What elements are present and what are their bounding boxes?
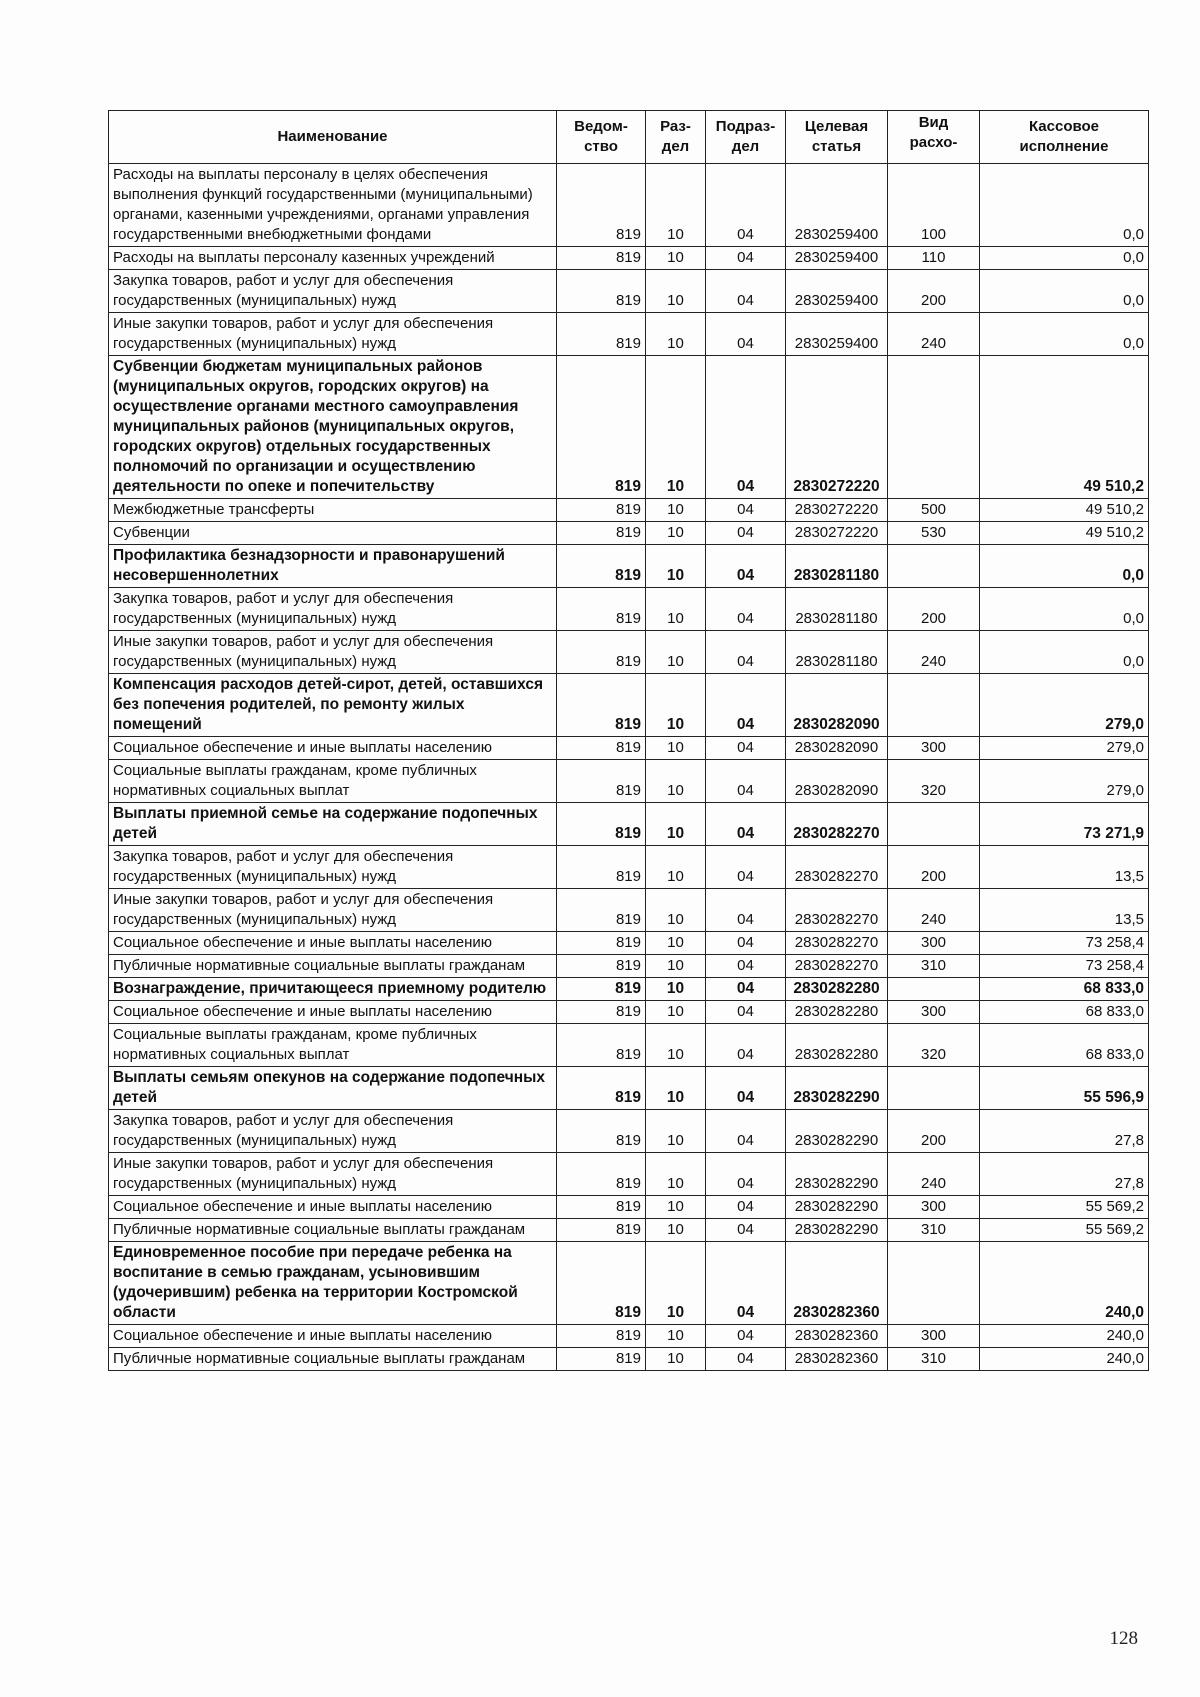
cell-target-article: 2830282270 [786, 932, 888, 955]
cell-name: Социальное обеспечение и иные выплаты населению [109, 1196, 557, 1219]
cell-name: Закупка товаров, работ и услуг для обеспечения государственных (муниципальных) нужд [109, 270, 557, 313]
table-row [109, 1242, 1149, 1325]
cell-cash-execution: 55 569,2 [980, 1196, 1149, 1219]
cell-expense-type: 300 [888, 737, 980, 760]
cell-expense-type: 200 [888, 588, 980, 631]
table-row [109, 737, 1149, 760]
cell-subsection: 04 [706, 1001, 786, 1024]
cell-section: 10 [646, 955, 706, 978]
cell-section: 10 [646, 545, 706, 588]
cell-cash-execution: 49 510,2 [980, 356, 1149, 499]
cell-cash-execution: 13,5 [980, 889, 1149, 932]
cell-name: Публичные нормативные социальные выплаты гражданам [109, 955, 557, 978]
cell-name: Межбюджетные трансферты [109, 499, 557, 522]
cell-expense-type [888, 356, 980, 499]
cell-cash-execution: 27,8 [980, 1153, 1149, 1196]
cell-target-article: 2830282290 [786, 1219, 888, 1242]
table-row [109, 978, 1149, 1001]
cell-department: 819 [557, 1153, 646, 1196]
cell-expense-type: 300 [888, 932, 980, 955]
cell-cash-execution: 0,0 [980, 588, 1149, 631]
cell-subsection: 04 [706, 955, 786, 978]
table-row [109, 499, 1149, 522]
cell-expense-type: 320 [888, 760, 980, 803]
cell-department: 819 [557, 955, 646, 978]
cell-subsection: 04 [706, 522, 786, 545]
cell-subsection: 04 [706, 1219, 786, 1242]
table-row [109, 1196, 1149, 1219]
cell-section: 10 [646, 270, 706, 313]
cell-section: 10 [646, 522, 706, 545]
cell-section: 10 [646, 1024, 706, 1067]
cell-subsection: 04 [706, 889, 786, 932]
cell-target-article: 2830259400 [786, 270, 888, 313]
cell-cash-execution: 0,0 [980, 270, 1149, 313]
cell-target-article: 2830282290 [786, 1067, 888, 1110]
table-row [109, 1153, 1149, 1196]
cell-department: 819 [557, 1196, 646, 1219]
table-row [109, 1067, 1149, 1110]
cell-name: Социальное обеспечение и иные выплаты населению [109, 932, 557, 955]
cell-expense-type: 100 [888, 164, 980, 247]
cell-cash-execution: 279,0 [980, 674, 1149, 737]
table-row [109, 760, 1149, 803]
cell-expense-type: 110 [888, 247, 980, 270]
cell-target-article: 2830282090 [786, 737, 888, 760]
cell-name: Публичные нормативные социальные выплаты гражданам [109, 1219, 557, 1242]
table-row [109, 1001, 1149, 1024]
cell-name: Социальное обеспечение и иные выплаты населению [109, 1325, 557, 1348]
cell-target-article: 2830282290 [786, 1110, 888, 1153]
cell-expense-type [888, 803, 980, 846]
cell-target-article: 2830282090 [786, 674, 888, 737]
cell-expense-type [888, 545, 980, 588]
cell-section: 10 [646, 1067, 706, 1110]
cell-target-article: 2830282270 [786, 889, 888, 932]
cell-section: 10 [646, 1348, 706, 1371]
cell-name: Компенсация расходов детей-сирот, детей, оставшихся без попечения родителей, по ремонту жилых помещений [109, 674, 557, 737]
cell-cash-execution: 49 510,2 [980, 522, 1149, 545]
cell-subsection: 04 [706, 737, 786, 760]
cell-cash-execution: 0,0 [980, 631, 1149, 674]
cell-name: Расходы на выплаты персоналу в целях обеспечения выполнения функций государственными (муниципальными) органами, казенными учреждениями, органами управления государственными внебюджетными фондами [109, 164, 557, 247]
table-row [109, 803, 1149, 846]
cell-section: 10 [646, 164, 706, 247]
cell-section: 10 [646, 932, 706, 955]
cell-target-article: 2830282360 [786, 1325, 888, 1348]
table-row [109, 247, 1149, 270]
cell-target-article: 2830282270 [786, 803, 888, 846]
cell-department: 819 [557, 1067, 646, 1110]
cell-subsection: 04 [706, 545, 786, 588]
cell-name: Социальные выплаты гражданам, кроме публичных нормативных социальных выплат [109, 1024, 557, 1067]
cell-section: 10 [646, 1110, 706, 1153]
cell-name: Единовременное пособие при передаче ребенка на воспитание в семью гражданам, усыновившим (удочерившим) ребенка на территории Костромской области [109, 1242, 557, 1325]
table-row [109, 889, 1149, 932]
cell-subsection: 04 [706, 356, 786, 499]
cell-target-article: 2830281180 [786, 588, 888, 631]
cell-subsection: 04 [706, 247, 786, 270]
cell-section: 10 [646, 978, 706, 1001]
cell-subsection: 04 [706, 803, 786, 846]
header-cash-execution: Кассовое исполнение [980, 111, 1149, 164]
cell-department: 819 [557, 313, 646, 356]
cell-section: 10 [646, 1153, 706, 1196]
cell-target-article: 2830281180 [786, 631, 888, 674]
table-row [109, 588, 1149, 631]
cell-subsection: 04 [706, 932, 786, 955]
table-row [109, 631, 1149, 674]
cell-expense-type: 300 [888, 1001, 980, 1024]
cell-section: 10 [646, 889, 706, 932]
cell-cash-execution: 68 833,0 [980, 1001, 1149, 1024]
cell-department: 819 [557, 932, 646, 955]
cell-expense-type: 530 [888, 522, 980, 545]
cell-subsection: 04 [706, 270, 786, 313]
cell-name: Иные закупки товаров, работ и услуг для обеспечения государственных (муниципальных) нужд [109, 889, 557, 932]
cell-department: 819 [557, 588, 646, 631]
header-name: Наименование [109, 111, 557, 164]
table-row [109, 846, 1149, 889]
cell-name: Субвенции [109, 522, 557, 545]
cell-expense-type: 500 [888, 499, 980, 522]
cell-cash-execution: 55 596,9 [980, 1067, 1149, 1110]
cell-section: 10 [646, 313, 706, 356]
cell-subsection: 04 [706, 760, 786, 803]
cell-department: 819 [557, 356, 646, 499]
table-row [109, 1325, 1149, 1348]
cell-target-article: 2830282280 [786, 1024, 888, 1067]
cell-section: 10 [646, 499, 706, 522]
table-row [109, 313, 1149, 356]
cell-section: 10 [646, 803, 706, 846]
table-row [109, 545, 1149, 588]
cell-target-article: 2830282270 [786, 955, 888, 978]
table-row [109, 164, 1149, 247]
cell-cash-execution: 73 271,9 [980, 803, 1149, 846]
cell-department: 819 [557, 499, 646, 522]
cell-name: Выплаты приемной семье на содержание подопечных детей [109, 803, 557, 846]
cell-department: 819 [557, 1024, 646, 1067]
cell-name: Закупка товаров, работ и услуг для обеспечения государственных (муниципальных) нужд [109, 846, 557, 889]
cell-expense-type: 300 [888, 1196, 980, 1219]
cell-department: 819 [557, 803, 646, 846]
cell-target-article: 2830282290 [786, 1196, 888, 1219]
cell-department: 819 [557, 270, 646, 313]
table-row [109, 932, 1149, 955]
cell-subsection: 04 [706, 1153, 786, 1196]
cell-cash-execution: 73 258,4 [980, 932, 1149, 955]
cell-expense-type: 240 [888, 1153, 980, 1196]
cell-name: Иные закупки товаров, работ и услуг для обеспечения государственных (муниципальных) нужд [109, 1153, 557, 1196]
cell-subsection: 04 [706, 846, 786, 889]
cell-cash-execution: 240,0 [980, 1242, 1149, 1325]
header-department: Ведом- ство [557, 111, 646, 164]
cell-cash-execution: 0,0 [980, 164, 1149, 247]
cell-subsection: 04 [706, 1348, 786, 1371]
cell-department: 819 [557, 978, 646, 1001]
header-section: Раз- дел [646, 111, 706, 164]
cell-target-article: 2830259400 [786, 164, 888, 247]
cell-cash-execution: 240,0 [980, 1325, 1149, 1348]
cell-expense-type: 240 [888, 313, 980, 356]
cell-expense-type: 300 [888, 1325, 980, 1348]
cell-subsection: 04 [706, 1024, 786, 1067]
cell-department: 819 [557, 1219, 646, 1242]
table-row [109, 674, 1149, 737]
cell-expense-type: 200 [888, 270, 980, 313]
cell-cash-execution: 68 833,0 [980, 1024, 1149, 1067]
cell-name: Профилактика безнадзорности и правонарушений несовершеннолетних [109, 545, 557, 588]
cell-target-article: 2830272220 [786, 356, 888, 499]
cell-target-article: 2830272220 [786, 522, 888, 545]
cell-section: 10 [646, 674, 706, 737]
cell-section: 10 [646, 760, 706, 803]
cell-target-article: 2830282280 [786, 1001, 888, 1024]
table-row [109, 1110, 1149, 1153]
cell-target-article: 2830282360 [786, 1348, 888, 1371]
cell-target-article: 2830282090 [786, 760, 888, 803]
cell-subsection: 04 [706, 1067, 786, 1110]
cell-cash-execution: 0,0 [980, 313, 1149, 356]
cell-cash-execution: 49 510,2 [980, 499, 1149, 522]
cell-name: Социальное обеспечение и иные выплаты населению [109, 737, 557, 760]
cell-name: Субвенции бюджетам муниципальных районов (муниципальных округов, городских округов) на осуществление органами местного самоуправления муниципальных районов (муниципальных округов, городских округов) отдельных государственных полномочий по организации и осуществлению деятельности по опеке и попечительству [109, 356, 557, 499]
table-row [109, 522, 1149, 545]
cell-subsection: 04 [706, 164, 786, 247]
cell-target-article: 2830282270 [786, 846, 888, 889]
cell-name: Закупка товаров, работ и услуг для обеспечения государственных (муниципальных) нужд [109, 1110, 557, 1153]
cell-target-article: 2830282280 [786, 978, 888, 1001]
table-header-row [109, 111, 1149, 164]
cell-cash-execution: 240,0 [980, 1348, 1149, 1371]
cell-target-article: 2830259400 [786, 313, 888, 356]
cell-cash-execution: 73 258,4 [980, 955, 1149, 978]
cell-department: 819 [557, 1110, 646, 1153]
cell-section: 10 [646, 631, 706, 674]
table-row [109, 1348, 1149, 1371]
cell-subsection: 04 [706, 313, 786, 356]
cell-section: 10 [646, 247, 706, 270]
cell-department: 819 [557, 846, 646, 889]
cell-name: Публичные нормативные социальные выплаты гражданам [109, 1348, 557, 1371]
cell-department: 819 [557, 247, 646, 270]
table-row [109, 1024, 1149, 1067]
cell-name: Расходы на выплаты персоналу казенных учреждений [109, 247, 557, 270]
cell-target-article: 2830272220 [786, 499, 888, 522]
cell-subsection: 04 [706, 588, 786, 631]
cell-subsection: 04 [706, 499, 786, 522]
cell-expense-type: 310 [888, 1348, 980, 1371]
cell-department: 819 [557, 545, 646, 588]
cell-section: 10 [646, 356, 706, 499]
cell-subsection: 04 [706, 674, 786, 737]
cell-expense-type [888, 1067, 980, 1110]
header-subsection: Подраз- дел [706, 111, 786, 164]
cell-department: 819 [557, 164, 646, 247]
cell-expense-type: 200 [888, 1110, 980, 1153]
table-body [109, 164, 1149, 1371]
cell-cash-execution: 279,0 [980, 760, 1149, 803]
cell-section: 10 [646, 588, 706, 631]
table-row [109, 270, 1149, 313]
cell-section: 10 [646, 1001, 706, 1024]
cell-subsection: 04 [706, 1325, 786, 1348]
cell-target-article: 2830259400 [786, 247, 888, 270]
cell-name: Социальное обеспечение и иные выплаты населению [109, 1001, 557, 1024]
cell-cash-execution: 68 833,0 [980, 978, 1149, 1001]
cell-name: Выплаты семьям опекунов на содержание подопечных детей [109, 1067, 557, 1110]
table-row [109, 955, 1149, 978]
cell-expense-type: 240 [888, 889, 980, 932]
header-target-article: Целевая статья [786, 111, 888, 164]
cell-name: Вознаграждение, причитающееся приемному родителю [109, 978, 557, 1001]
cell-subsection: 04 [706, 1242, 786, 1325]
cell-section: 10 [646, 737, 706, 760]
page-number: 128 [1109, 1628, 1138, 1649]
cell-expense-type: 310 [888, 1219, 980, 1242]
cell-department: 819 [557, 889, 646, 932]
cell-target-article: 2830282290 [786, 1153, 888, 1196]
cell-expense-type [888, 1242, 980, 1325]
cell-department: 819 [557, 674, 646, 737]
cell-department: 819 [557, 631, 646, 674]
cell-target-article: 2830282360 [786, 1242, 888, 1325]
cell-section: 10 [646, 1219, 706, 1242]
cell-department: 819 [557, 1001, 646, 1024]
cell-subsection: 04 [706, 631, 786, 674]
cell-subsection: 04 [706, 1196, 786, 1219]
cell-cash-execution: 0,0 [980, 545, 1149, 588]
cell-cash-execution: 27,8 [980, 1110, 1149, 1153]
cell-section: 10 [646, 1242, 706, 1325]
cell-section: 10 [646, 846, 706, 889]
cell-department: 819 [557, 1242, 646, 1325]
cell-expense-type: 200 [888, 846, 980, 889]
cell-subsection: 04 [706, 1110, 786, 1153]
cell-expense-type: 310 [888, 955, 980, 978]
cell-cash-execution: 55 569,2 [980, 1219, 1149, 1242]
budget-execution-table [108, 110, 1149, 1371]
cell-section: 10 [646, 1325, 706, 1348]
cell-expense-type [888, 978, 980, 1001]
cell-subsection: 04 [706, 978, 786, 1001]
cell-cash-execution: 0,0 [980, 247, 1149, 270]
table-row [109, 1219, 1149, 1242]
cell-name: Иные закупки товаров, работ и услуг для обеспечения государственных (муниципальных) нужд [109, 631, 557, 674]
cell-department: 819 [557, 737, 646, 760]
cell-cash-execution: 279,0 [980, 737, 1149, 760]
cell-target-article: 2830281180 [786, 545, 888, 588]
cell-department: 819 [557, 522, 646, 545]
table-row [109, 356, 1149, 499]
cell-cash-execution: 13,5 [980, 846, 1149, 889]
cell-department: 819 [557, 1348, 646, 1371]
cell-name: Закупка товаров, работ и услуг для обеспечения государственных (муниципальных) нужд [109, 588, 557, 631]
cell-department: 819 [557, 760, 646, 803]
header-expense-type: Вид расхо- [888, 111, 980, 164]
cell-name: Социальные выплаты гражданам, кроме публичных нормативных социальных выплат [109, 760, 557, 803]
cell-name: Иные закупки товаров, работ и услуг для обеспечения государственных (муниципальных) нужд [109, 313, 557, 356]
cell-expense-type [888, 674, 980, 737]
cell-section: 10 [646, 1196, 706, 1219]
cell-department: 819 [557, 1325, 646, 1348]
cell-expense-type: 320 [888, 1024, 980, 1067]
cell-expense-type: 240 [888, 631, 980, 674]
